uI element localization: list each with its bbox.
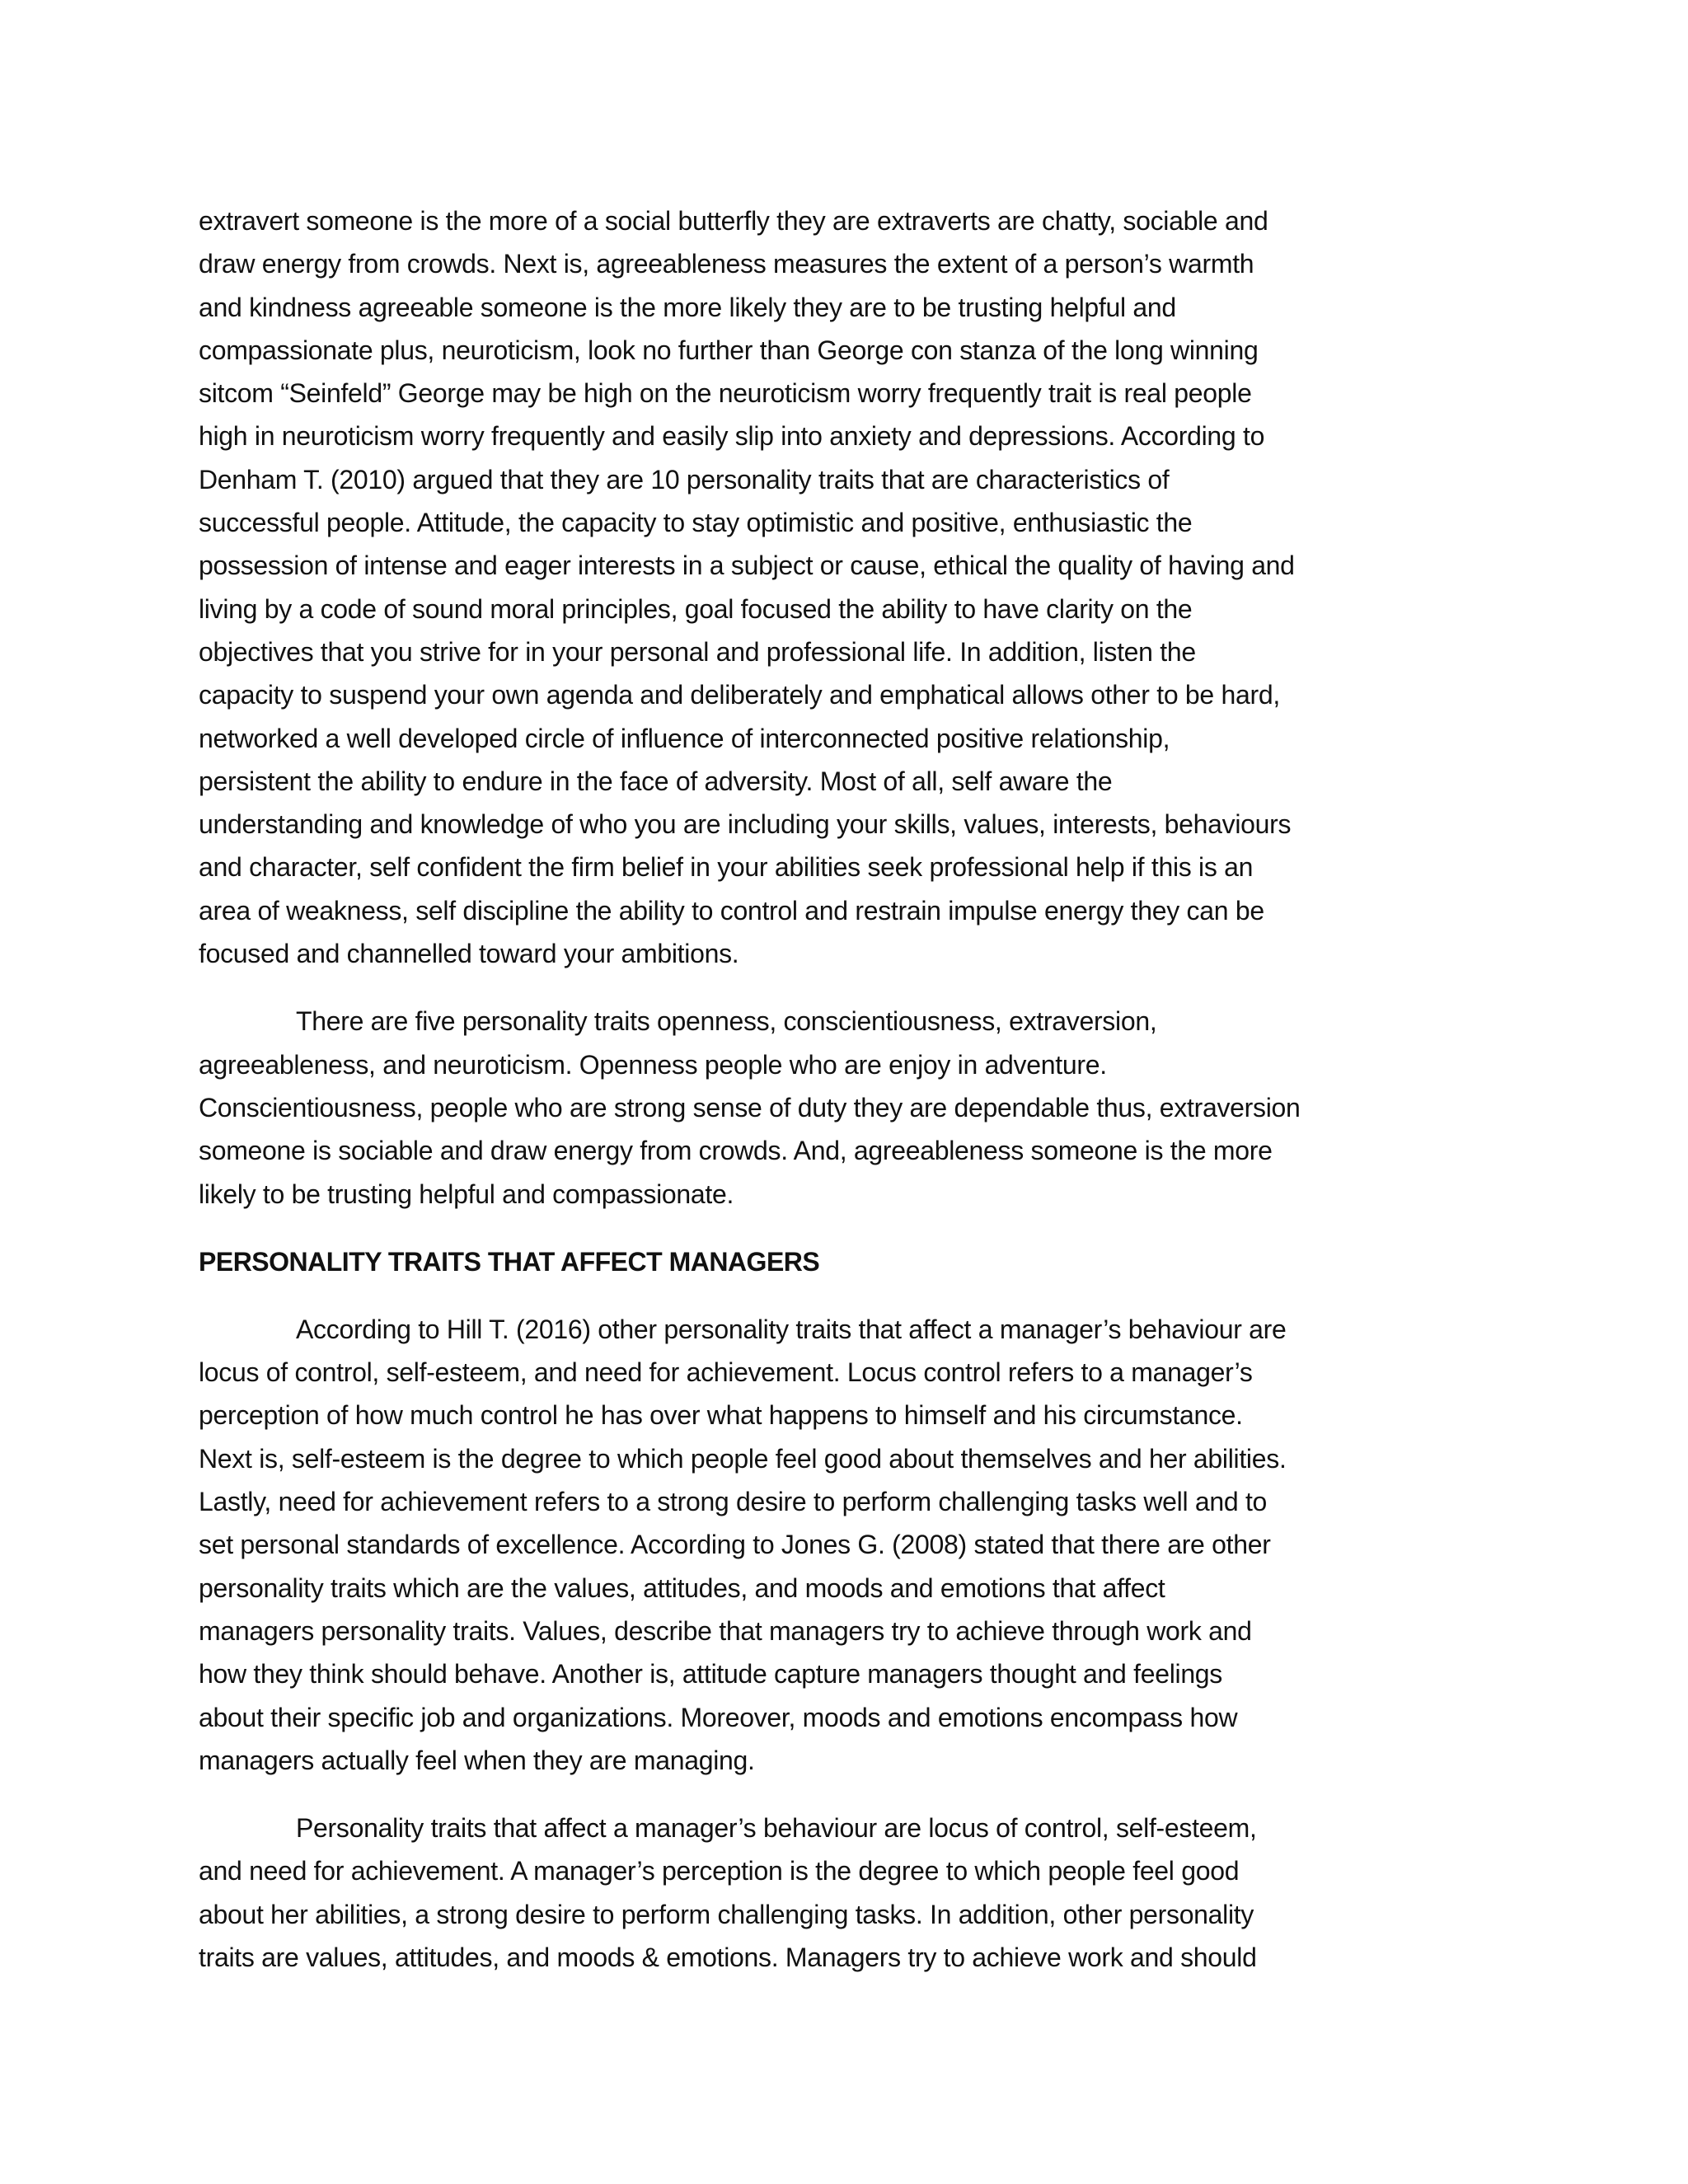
paragraph-spacing (199, 1216, 1493, 1240)
text-line: someone is sociable and draw energy from crowds. And, agreeableness someone is the more (199, 1136, 1273, 1166)
text-line: likely to be trusting helpful and compassionate. (199, 1179, 734, 1209)
text-line: how they think should behave. Another is, attitude capture managers thought and feelings (199, 1659, 1223, 1690)
paragraph-five-traits-summary (199, 1000, 1493, 1215)
text-line: Lastly, need for achievement refers to a strong desire to perform challenging tasks well and to (199, 1487, 1268, 1517)
text-line: and kindness agreeable someone is the more likely they are to be trusting helpful and (199, 292, 1176, 322)
text-line: about her abilities, a strong desire to perform challenging tasks. In addition, other personality (199, 1899, 1254, 1929)
text-line: extravert someone is the more of a social butterfly they are extraverts are chatty, sociable and (199, 206, 1268, 236)
text-line: and need for achievement. A manager’s perception is the degree to which people feel good (199, 1856, 1240, 1886)
paragraph-personality-overview (199, 199, 1493, 975)
text-line: managers personality traits. Values, describe that managers try to achieve through work and (199, 1615, 1252, 1646)
text-line: understanding and knowledge of who you are including your skills, values, interests, behaviours (199, 809, 1292, 840)
text-line: area of weakness, self discipline the ability to control and restrain impulse energy they can be (199, 895, 1264, 926)
text-line: perception of how much control he has over what happens to himself and his circumstance. (199, 1400, 1243, 1431)
text-line: compassionate plus, neuroticism, look no further than George con stanza of the long winning (199, 335, 1259, 365)
text-line: There are five personality traits openness, conscientiousness, extraversion, (296, 1006, 1157, 1037)
text-line: networked a well developed circle of influence of interconnected positive relationship, (199, 723, 1170, 753)
text-line: Conscientiousness, people who are strong sense of duty they are dependable thus, extraversion (199, 1092, 1301, 1122)
text-line: persistent the ability to endure in the face of adversity. Most of all, self aware the (199, 766, 1113, 796)
text-line: Next is, self-esteem is the degree to which people feel good about themselves and her abilities. (199, 1443, 1287, 1474)
text-line: agreeableness, and neuroticism. Openness people who are enjoy in adventure. (199, 1049, 1107, 1080)
text-line: objectives that you strive for in your personal and professional life. In addition, listen the (199, 636, 1196, 667)
text-line: possession of intense and eager interests in a subject or cause, ethical the quality of having and (199, 551, 1295, 581)
text-line: draw energy from crowds. Next is, agreeableness measures the extent of a person’s warmth (199, 249, 1254, 279)
paragraph-spacing (199, 975, 1493, 1000)
text-line: and character, self confident the firm belief in your abilities seek professional help if this is an (199, 852, 1254, 883)
text-line: sitcom “Seinfeld” George may be high on the neuroticism worry frequently trait is real people (199, 378, 1252, 409)
text-line: According to Hill T. (2016) other personality traits that affect a manager’s behaviour are (296, 1314, 1287, 1344)
text-line: Personality traits that affect a manager’s behaviour are locus of control, self-esteem, (296, 1813, 1257, 1844)
text-line: capacity to suspend your own agenda and deliberately and emphatical allows other to be hard, (199, 680, 1280, 710)
text-line: living by a code of sound moral principles, goal focused the ability to have clarity on the (199, 593, 1193, 624)
text-line: locus of control, self-esteem, and need for achievement. Locus control refers to a manager’s (199, 1357, 1253, 1388)
text-line: about their specific job and organizations. Moreover, moods and emotions encompass how (199, 1702, 1238, 1732)
text-line: focused and channelled toward your ambitions. (199, 939, 739, 969)
text-line: high in neuroticism worry frequently and easily slip into anxiety and depressions. According to (199, 421, 1265, 452)
paragraph-manager-traits (199, 1308, 1493, 1782)
paragraph-manager-traits-summary (199, 1807, 1493, 1979)
text-line: managers actually feel when they are managing. (199, 1745, 755, 1775)
text-line: Denham T. (2010) argued that they are 10 personality traits that are characteristics of (199, 464, 1170, 494)
section-heading: PERSONALITY TRAITS THAT AFFECT MANAGERS (199, 1246, 820, 1277)
text-line: personality traits which are the values, attitudes, and moods and emotions that affect (199, 1572, 1165, 1603)
text-line: traits are values, attitudes, and moods & emotions. Managers try to achieve work and should (199, 1942, 1257, 1972)
text-line: set personal standards of excellence. According to Jones G. (2008) stated that there are other (199, 1530, 1271, 1560)
document-page (199, 199, 1493, 1979)
paragraph-spacing (199, 1283, 1493, 1308)
paragraph-spacing (199, 1782, 1493, 1807)
text-line: successful people. Attitude, the capacity to stay optimistic and positive, enthusiastic the (199, 508, 1193, 538)
